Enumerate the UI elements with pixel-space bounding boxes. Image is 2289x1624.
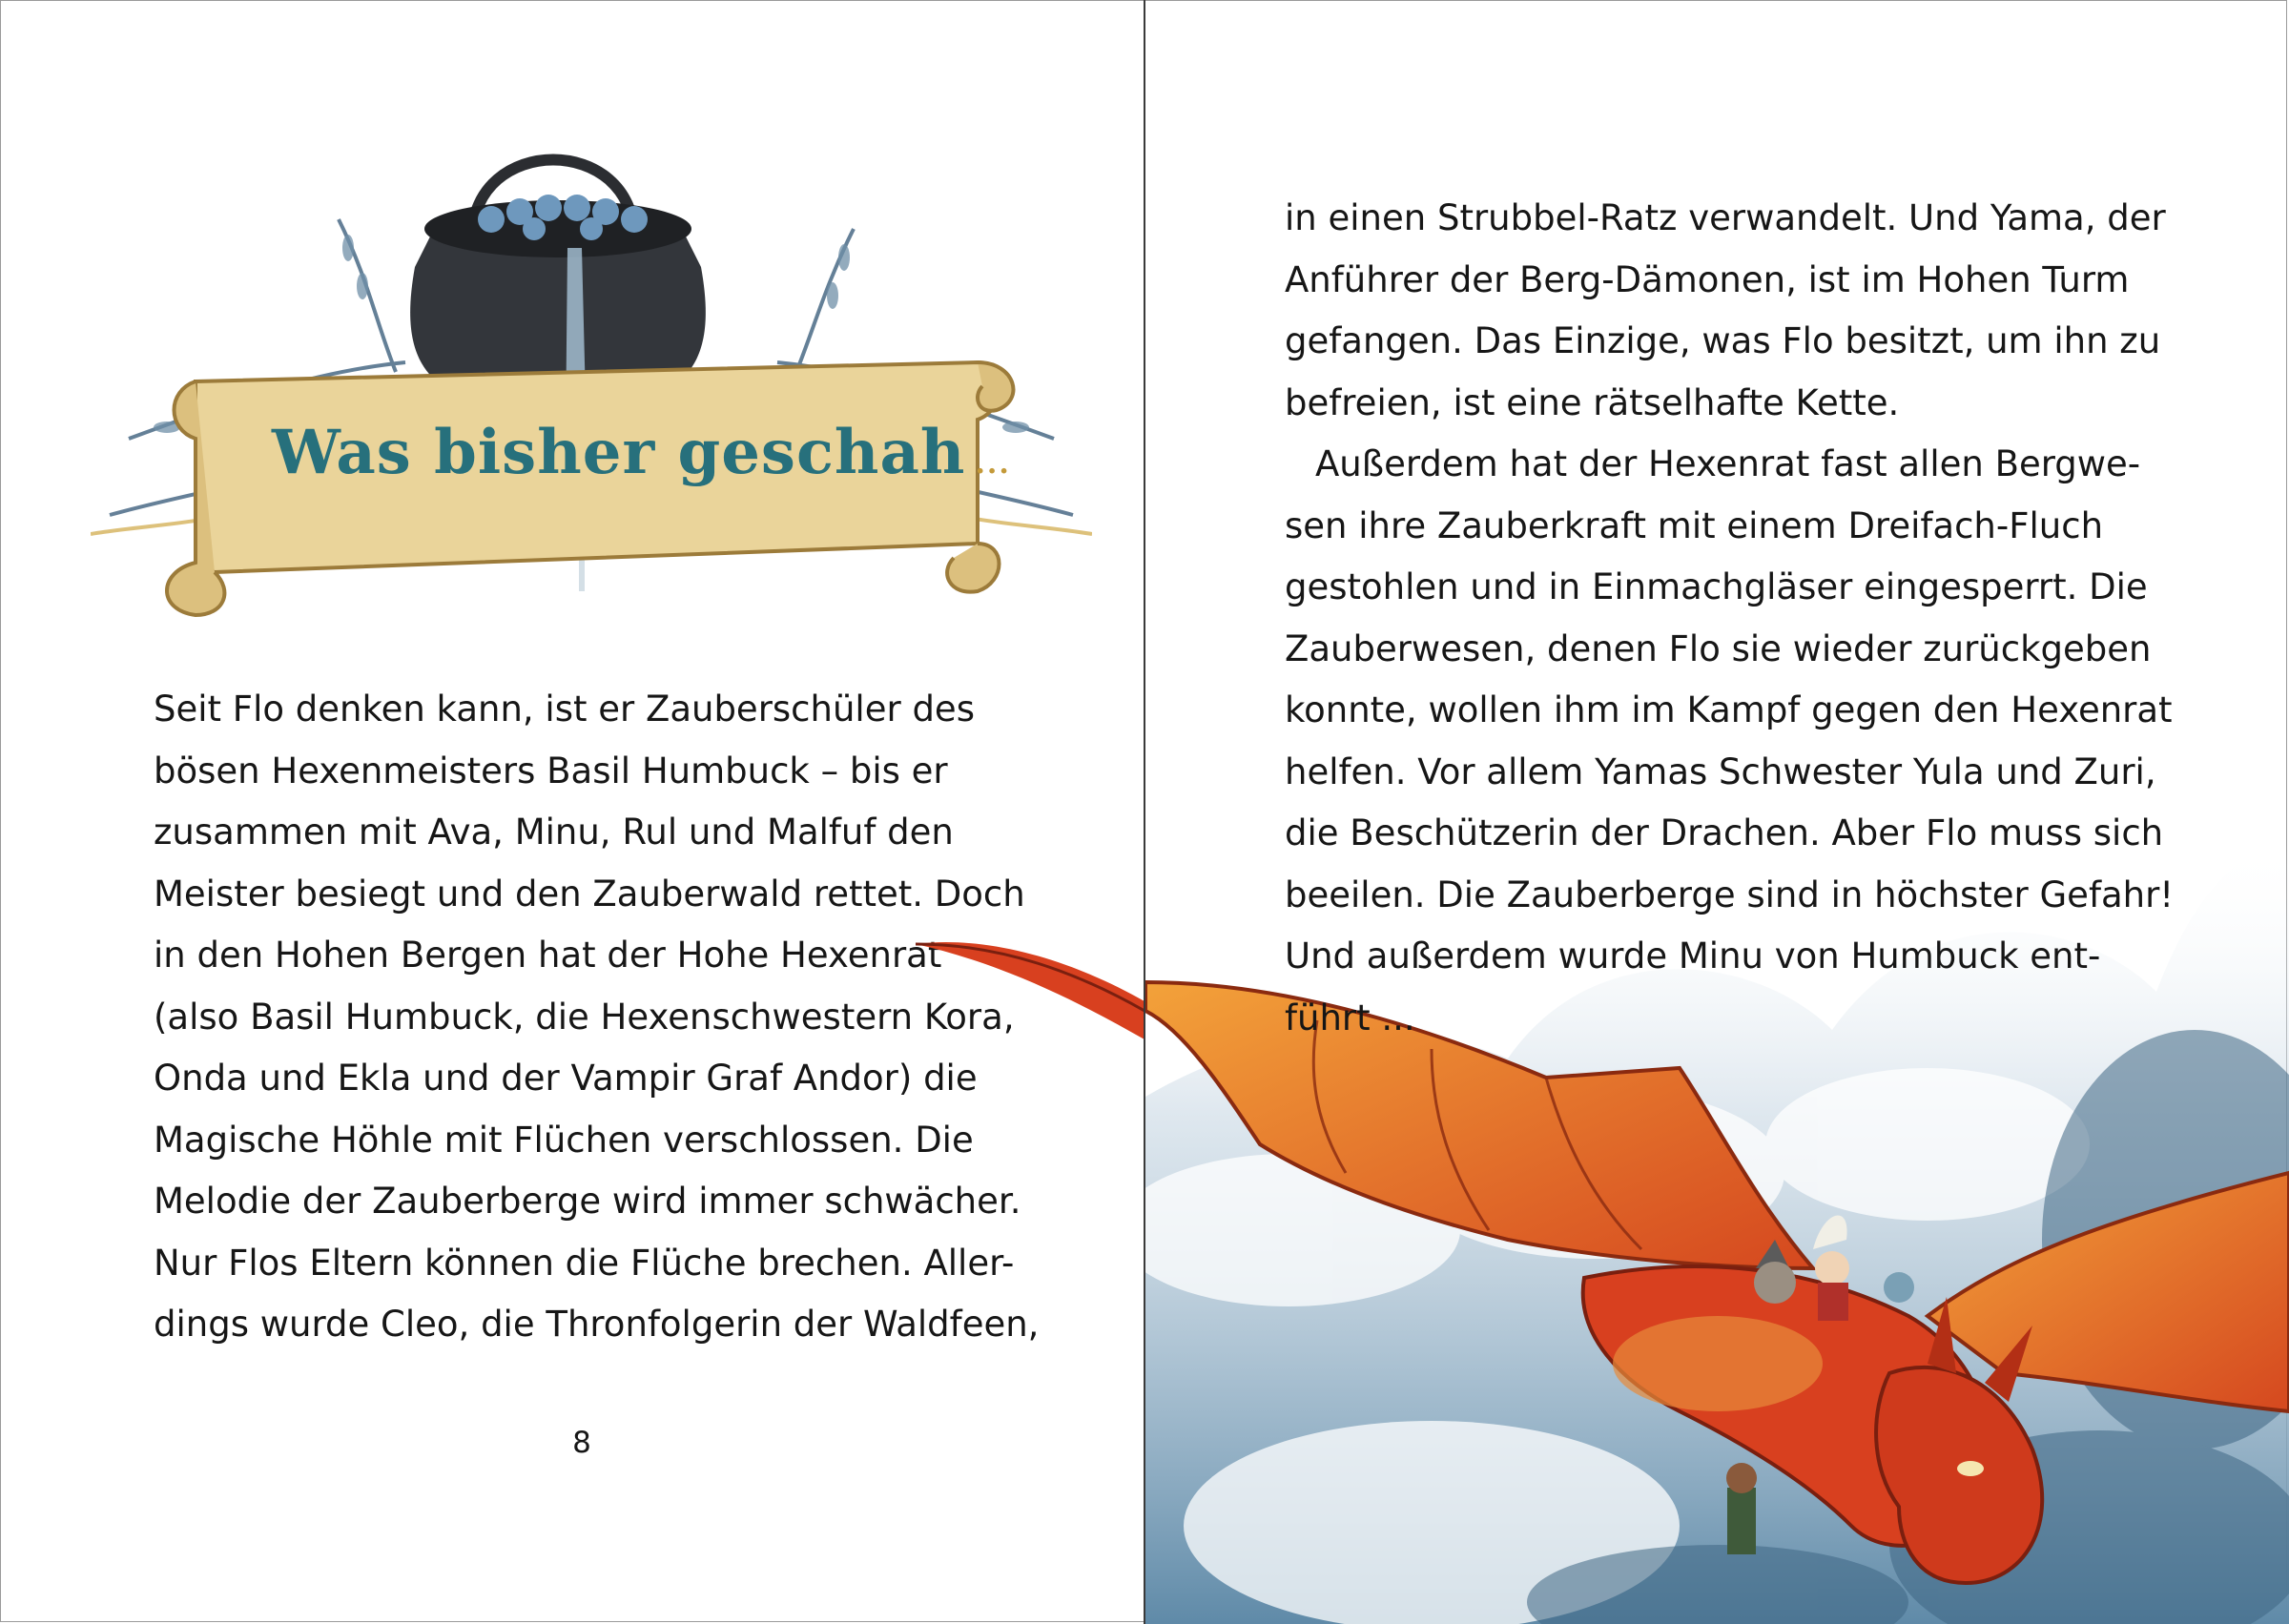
text-line: konnte, wollen ihm im Kampf gegen den Hexenrat [1285, 689, 2173, 730]
text-line: bösen Hexenmeisters Basil Humbuck – bis er [154, 750, 948, 791]
page-number: 8 [572, 1426, 591, 1460]
cauldron-scroll-illustration [91, 124, 1092, 620]
text-line: Magische Höhle mit Flüchen verschlossen. Die [154, 1119, 974, 1161]
right-page [1145, 0, 2289, 1624]
text-line: Onda und Ekla und der Vampir Graf Andor) die [154, 1058, 978, 1099]
text-line: beeilen. Die Zauberberge sind in höchster Gefahr! [1285, 874, 2175, 915]
text-line: dings wurde Cleo, die Thronfolgerin der Waldfeen, [154, 1304, 1040, 1345]
text-line: (also Basil Humbuck, die Hexenschwestern Kora, [154, 996, 1015, 1038]
text-line: gefangen. Das Einzige, was Flo besitzt, um ihn zu [1285, 320, 2161, 361]
heading-ellipsis: ... [975, 447, 1011, 481]
text-line: helfen. Vor allem Yamas Schwester Yula und Zuri, [1285, 750, 2156, 792]
text-line: in den Hohen Bergen hat der Hohe Hexenrat [154, 935, 942, 976]
text-line: befreien, ist eine rätselhafte Kette. [1285, 381, 1900, 423]
text-line: Und außerdem wurde Minu von Humbuck ent- [1285, 935, 2101, 976]
chapter-heading [272, 410, 1011, 496]
text-line: sen ihre Zauberkraft mit einem Dreifach-Fluch [1285, 504, 2104, 546]
left-page-body [154, 679, 1040, 1356]
text-line: Nur Flos Eltern können die Flüche brechen. Aller- [154, 1242, 1015, 1284]
text-line: gestohlen und in Einmachgläser eingesperrt. Die [1285, 566, 2148, 607]
text-line: Anführer der Berg-Dämonen, ist im Hohen Turm [1285, 258, 2130, 300]
text-line: Meister besiegt und den Zauberwald rettet. Doch [154, 873, 1025, 915]
text-line: Melodie der Zauberberge wird immer schwächer. [154, 1181, 1021, 1222]
book-spine [1144, 0, 1145, 1624]
text-line: Zauberwesen, denen Flo sie wieder zurückgeben [1285, 627, 2152, 669]
dragon-wing-tip-illustration [916, 915, 1144, 1049]
text-line: zusammen mit Ava, Minu, Rul und Malfuf den [154, 812, 954, 853]
text-line: in einen Strubbel-Ratz verwandelt. Und Yama, der [1285, 197, 2166, 238]
text-line: führt ... [1285, 997, 1415, 1038]
left-page [0, 0, 1144, 1624]
text-line: Seit Flo denken kann, ist er Zauberschüler des [154, 689, 975, 730]
text-line: Außerdem hat der Hexenrat fast allen Bergwe- [1315, 443, 2141, 484]
text-line: die Beschützerin der Drachen. Aber Flo muss sich [1285, 812, 2164, 853]
heading-text: Was bisher geschah [272, 417, 966, 488]
right-page-body [1285, 188, 2175, 1049]
